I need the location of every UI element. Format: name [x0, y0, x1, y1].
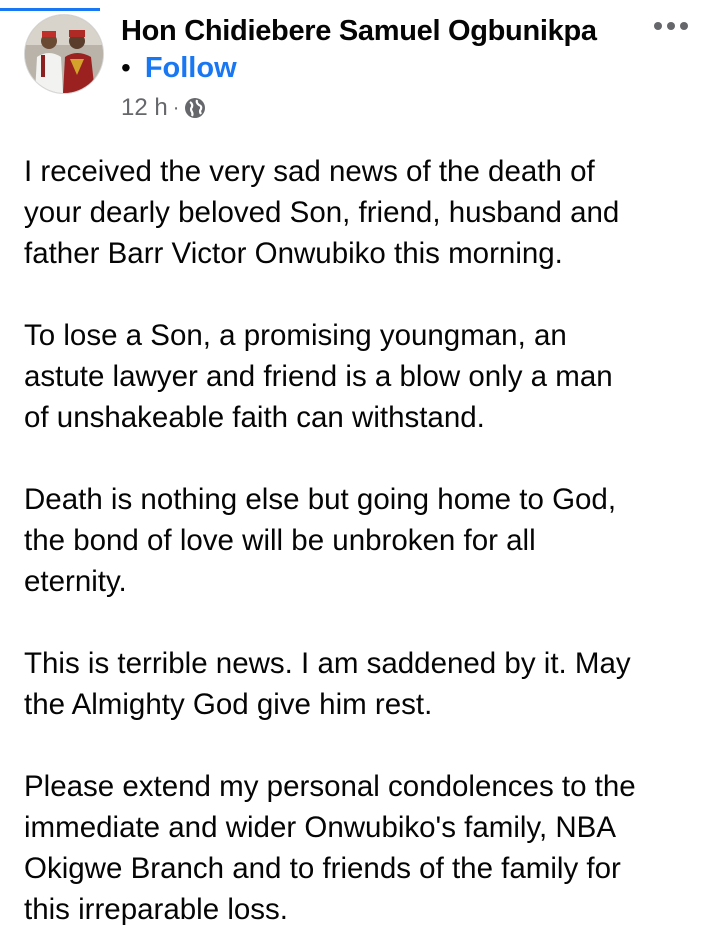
author-name[interactable]: Hon Chidiebere Samuel Ogbunikpa [121, 15, 597, 47]
post-header [24, 12, 689, 132]
top-accent-bar [0, 8, 100, 11]
follow-button[interactable]: Follow [144, 51, 237, 84]
post-message [24, 151, 694, 930]
avatar-photo [25, 15, 103, 93]
post-paragraph: Death is nothing else but going home to God, the bond of love will be unbroken for all eternity. [24, 483, 617, 598]
post-paragraph: Please extend my personal condolences to the immediate and wider Onwubiko's family, NBA Okigwe Branch and to friends of the family for this irreparable loss. [24, 770, 636, 926]
author-avatar[interactable] [24, 14, 104, 94]
post-timestamp[interactable]: 12 h [121, 94, 168, 121]
follow-row [121, 50, 237, 86]
more-options-button[interactable] [651, 14, 691, 38]
post-paragraph: To lose a Son, a promising youngman, an astute lawyer and friend is a blow only a man of unshakeable faith can withstand. [24, 319, 613, 434]
bullet-separator: • [121, 52, 131, 83]
post-meta [121, 94, 206, 122]
more-horizontal-icon [653, 21, 689, 31]
meta-separator: · [172, 96, 180, 119]
post-paragraph: This is terrible news. I am saddened by it. May the Almighty God give him rest. [24, 647, 631, 721]
post-paragraph: I received the very sad news of the death of your dearly beloved Son, friend, husband and father Barr Victor Onwubiko this morning. [24, 155, 620, 270]
globe-icon[interactable] [184, 97, 206, 119]
